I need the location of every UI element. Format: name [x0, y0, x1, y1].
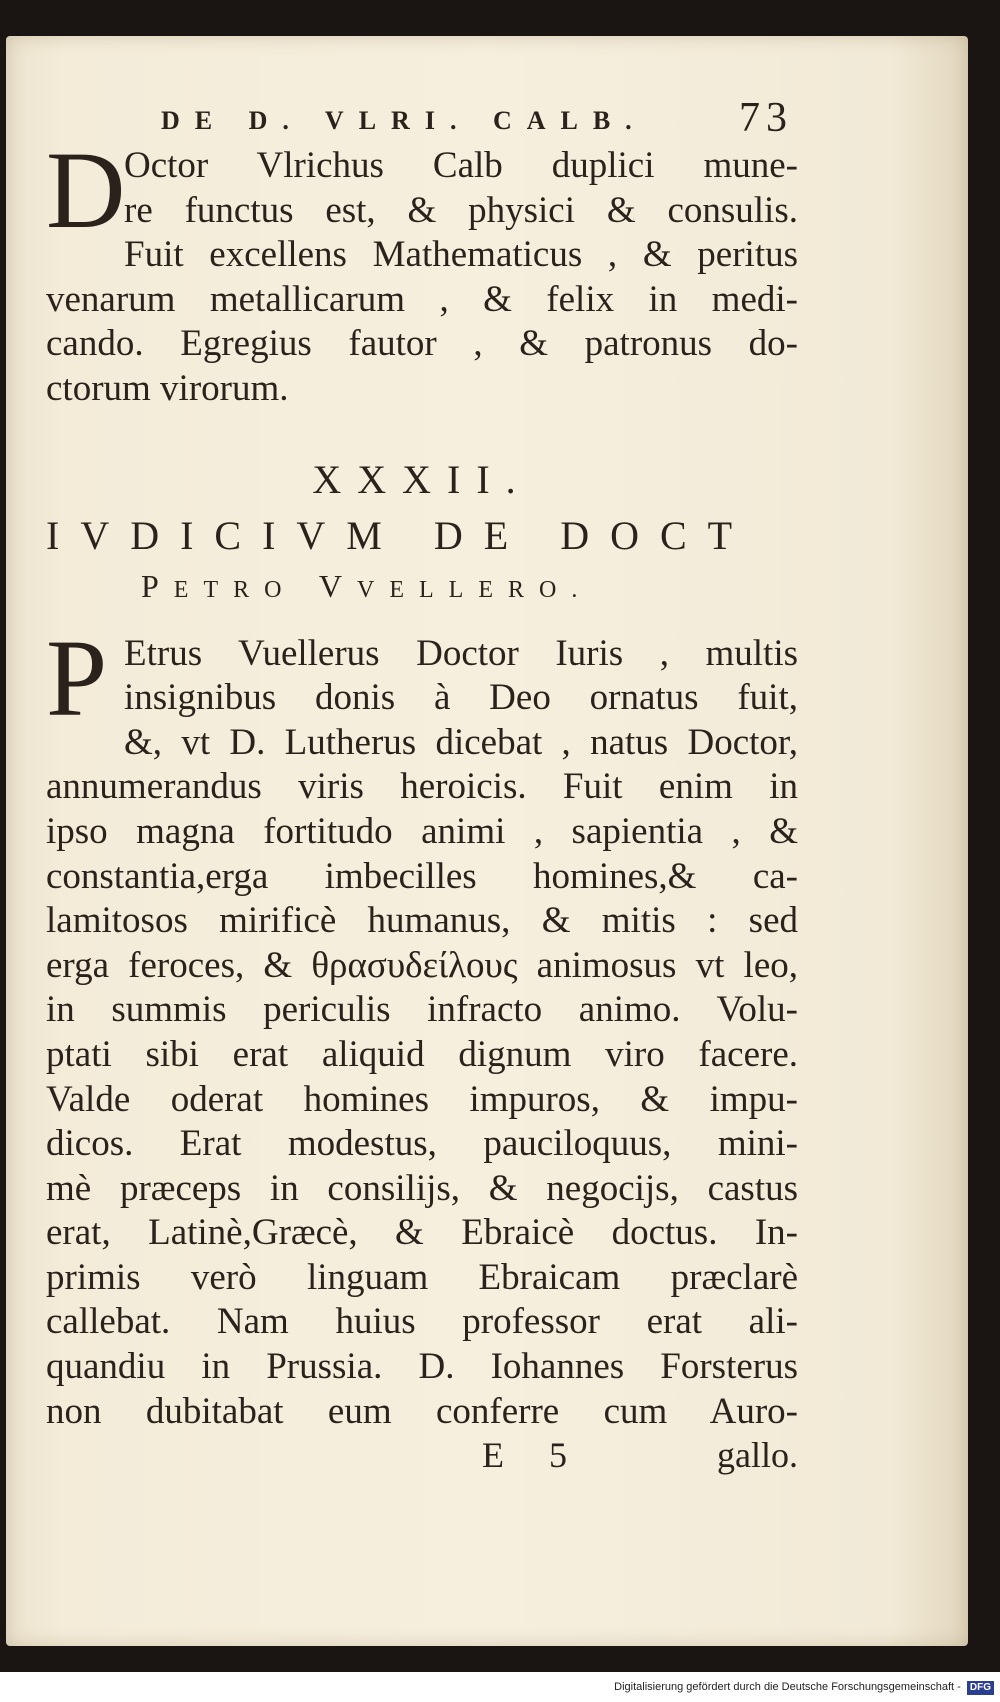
text-line: venarum metallicarum , & felix in medi-	[46, 278, 798, 320]
text-line: Fuit excellens Mathematicus , & peritus	[124, 234, 798, 276]
text-line: callebat. Nam huius professor erat ali-	[46, 1301, 798, 1343]
text-line: constantia,erga imbecilles homines,& ca-	[46, 855, 798, 897]
credit-text: Digitalisierung gefördert durch die Deutsche Forschungsgemeinschaft -	[614, 1681, 961, 1693]
text-line: erat, Latinè,Græcè, & Ebraicè doctus. In-	[46, 1212, 798, 1254]
text-line: ipso magna fortitudo animi , sapientia , &	[46, 810, 798, 852]
running-head-title: DE D. VLRI. CALB.	[161, 106, 647, 135]
text-line: ptati sibi erat aliquid dignum viro facere.	[46, 1033, 798, 1075]
text-line: erga feroces, & θρασυδείλους animosus vt leo,	[46, 944, 798, 986]
text-line: &, vt D. Lutherus dicebat , natus Doctor,	[124, 721, 798, 763]
text-line: lamitosos mirificè humanus, & mitis : sed	[46, 900, 798, 942]
signature-mark: E 5	[482, 1435, 585, 1476]
text-line: Valde oderat homines impuros, & impu-	[46, 1078, 798, 1120]
book-page	[6, 36, 968, 1646]
text-line: non dubitabat eum conferre cum Auro-	[46, 1390, 798, 1432]
heading-word-vellero: VELLERO.	[357, 576, 593, 603]
text-line: dicos. Erat modestus, pauciloquus, mini-	[46, 1123, 798, 1165]
paragraph-vuellerus	[46, 616, 798, 1435]
text-line: Etrus Vuellerus Doctor Iuris , multis	[124, 632, 798, 674]
page-text-block	[46, 96, 798, 1484]
section-heading-line2	[46, 562, 798, 610]
text-line: primis verò linguam Ebraicam præclarè	[46, 1256, 798, 1298]
text-line: insignibus donis à Deo ornatus fuit,	[124, 677, 798, 719]
text-line: cando. Egregius fautor , & patronus do-	[46, 323, 798, 365]
dfg-logo: DFG	[967, 1681, 994, 1695]
running-head	[46, 96, 798, 144]
text-line: Octor Vlrichus Calb duplici mune-	[124, 145, 798, 186]
section-number: XXXII.	[312, 456, 532, 502]
digitization-credit	[614, 1672, 1000, 1702]
page-number: 73	[739, 95, 793, 141]
text-line: ctorum virorum.	[46, 367, 289, 409]
catchword: gallo.	[717, 1435, 798, 1476]
page-footer	[46, 1434, 798, 1484]
section-heading-line1: IVDICIVM DE DOCT	[46, 512, 754, 558]
heading-initial-p: P	[141, 567, 174, 604]
text-line: quandiu in Prussia. D. Iohannes Forsterus	[46, 1346, 798, 1388]
paragraph-calb	[46, 129, 798, 412]
text-line: in summis periculis infracto animo. Volu-	[46, 989, 798, 1031]
text-line: re functus est, & physici & consulis.	[124, 189, 798, 231]
drop-cap-p: P	[46, 616, 108, 739]
heading-initial-v: V	[318, 567, 357, 604]
drop-cap-d: D	[46, 129, 126, 251]
heading-word-etro: ETRO	[173, 576, 297, 603]
text-line: annumerandus viris heroicis. Fuit enim in	[46, 766, 798, 808]
text-line: mè præceps in consilijs, & negocijs, castus	[46, 1167, 798, 1209]
